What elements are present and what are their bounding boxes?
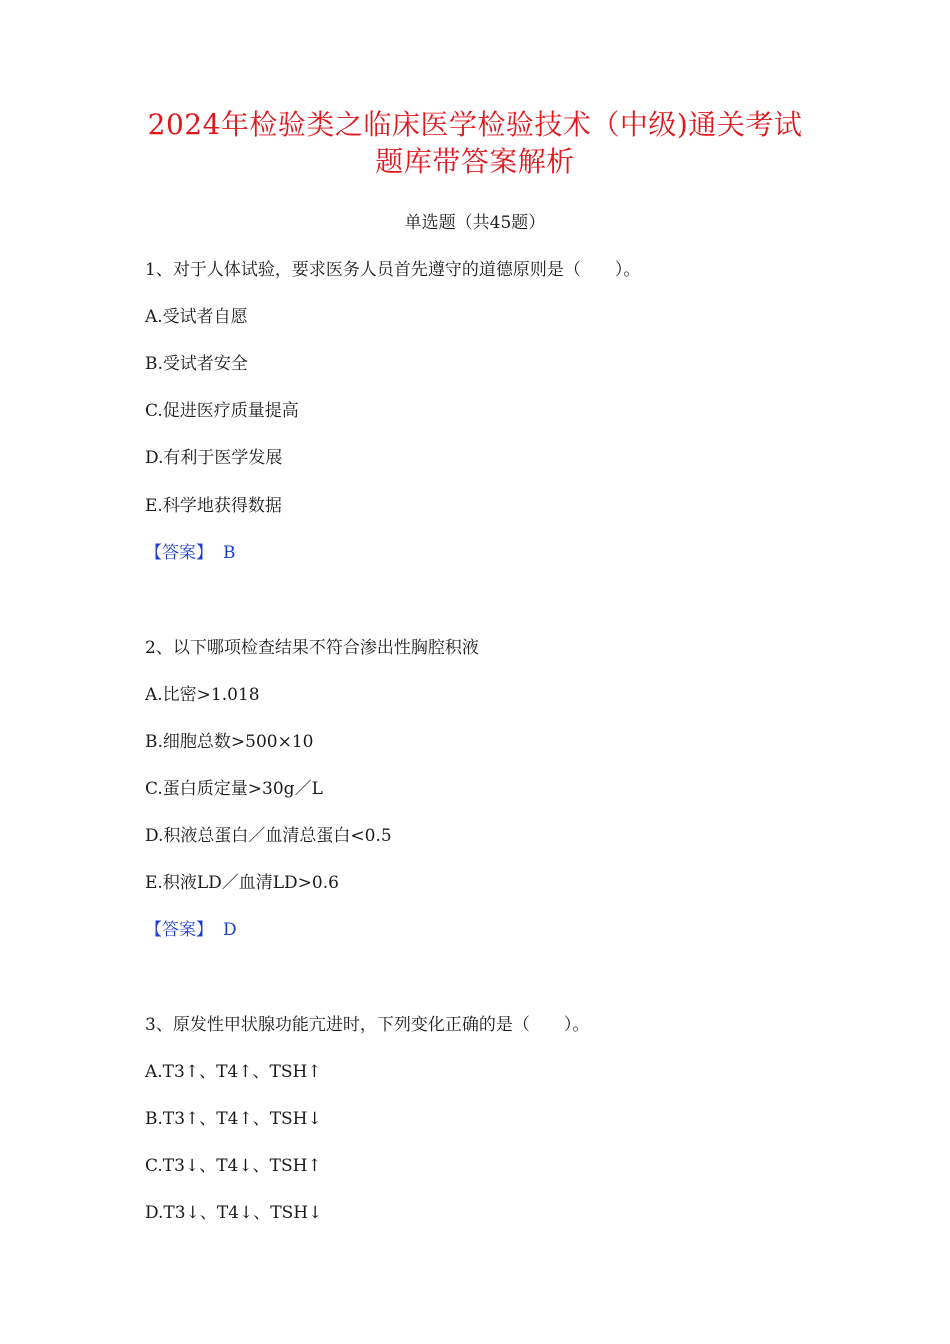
- section-heading: 单选题（共45题）: [404, 213, 546, 233]
- question-1-option-c: C.促进医疗质量提高: [145, 401, 299, 421]
- question-1-option-d: D.有利于医学发展: [145, 448, 283, 468]
- question-2-option-b: B.细胞总数>500×10: [145, 732, 314, 752]
- question-2-answer: [145, 918, 237, 942]
- question-1-option-e: E.科学地获得数据: [145, 496, 282, 516]
- question-2-option-d: D.积液总蛋白／血清总蛋白<0.5: [145, 826, 392, 846]
- question-1-option-a: A.受试者自愿: [145, 307, 248, 327]
- document-title-line-2: 题库带答案解析: [375, 145, 575, 178]
- answer-value: B: [223, 543, 236, 563]
- question-1-option-b: B.受试者安全: [145, 354, 248, 374]
- question-3-option-d: D.T3↓、T4↓、TSH↓: [145, 1203, 323, 1223]
- question-3-option-b: B.T3↑、T4↑、TSH↓: [145, 1109, 322, 1129]
- question-2-stem: 2、以下哪项检查结果不符合渗出性胸腔积液: [145, 638, 479, 658]
- answer-label: 【答案】: [145, 543, 213, 563]
- question-3-option-c: C.T3↓、T4↓、TSH↑: [145, 1156, 322, 1176]
- question-2-option-c: C.蛋白质定量>30g／L: [145, 779, 323, 799]
- answer-label: 【答案】: [145, 920, 213, 940]
- answer-value: D: [223, 920, 237, 940]
- question-3-option-a: A.T3↑、T4↑、TSH↑: [145, 1062, 322, 1082]
- question-2-option-e: E.积液LD／血清LD>0.6: [145, 873, 339, 893]
- question-1-answer: [145, 541, 236, 565]
- question-3-stem: 3、原发性甲状腺功能亢进时，下列变化正确的是（ ）。: [145, 1015, 590, 1035]
- document-title-line-1: 2024年检验类之临床医学检验技术（中级)通关考试: [147, 108, 803, 141]
- question-2-option-a: A.比密>1.018: [145, 685, 260, 705]
- question-1-stem: 1、对于人体试验，要求医务人员首先遵守的道德原则是（ ）。: [145, 260, 641, 280]
